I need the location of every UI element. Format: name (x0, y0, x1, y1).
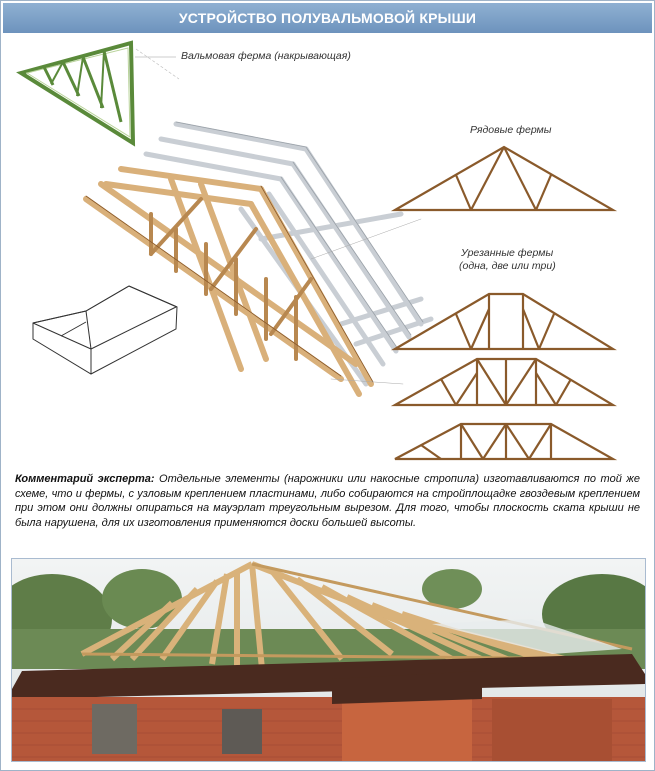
cut-trusses-label: Урезанные фермы (461, 247, 554, 259)
house-sketch (33, 286, 177, 374)
cut-truss-2-drawing (395, 359, 613, 405)
expert-comment-lead: Комментарий эксперта: (15, 473, 155, 485)
page-title: УСТРОЙСТВО ПОЛУВАЛЬМОВОЙ КРЫШИ (3, 3, 652, 33)
roof-diagram (11, 39, 644, 463)
truss-assembly (86, 122, 431, 394)
cut-trusses-sublabel: (одна, две или три) (459, 260, 556, 272)
expert-comment (11, 466, 644, 556)
hip-truss-drawing (21, 43, 133, 143)
hip-truss-label: Вальмовая ферма (накрывающая) (181, 50, 351, 62)
cut-truss-3-drawing (395, 424, 613, 459)
photo-illustration (12, 559, 645, 761)
roof-construction-photo (11, 558, 646, 762)
hip-dash-line (136, 49, 179, 79)
expert-comment-text: Отдельные элементы (нарожники или накосные стропила) изготавливаются по той же схеме, что и фермы, с узловым креплением пластинами, либо собираются на стройплощадке гвоздевым креплением при этом они должны опираться на мауэрлат треугольным вырезом. Для того, чтобы плоскость ската крыши не была нарушена, для их изготовления применяются доски большей высоты. (15, 473, 640, 529)
common-trusses-label: Рядовые фермы (470, 124, 552, 136)
common-truss-drawing (395, 147, 613, 210)
